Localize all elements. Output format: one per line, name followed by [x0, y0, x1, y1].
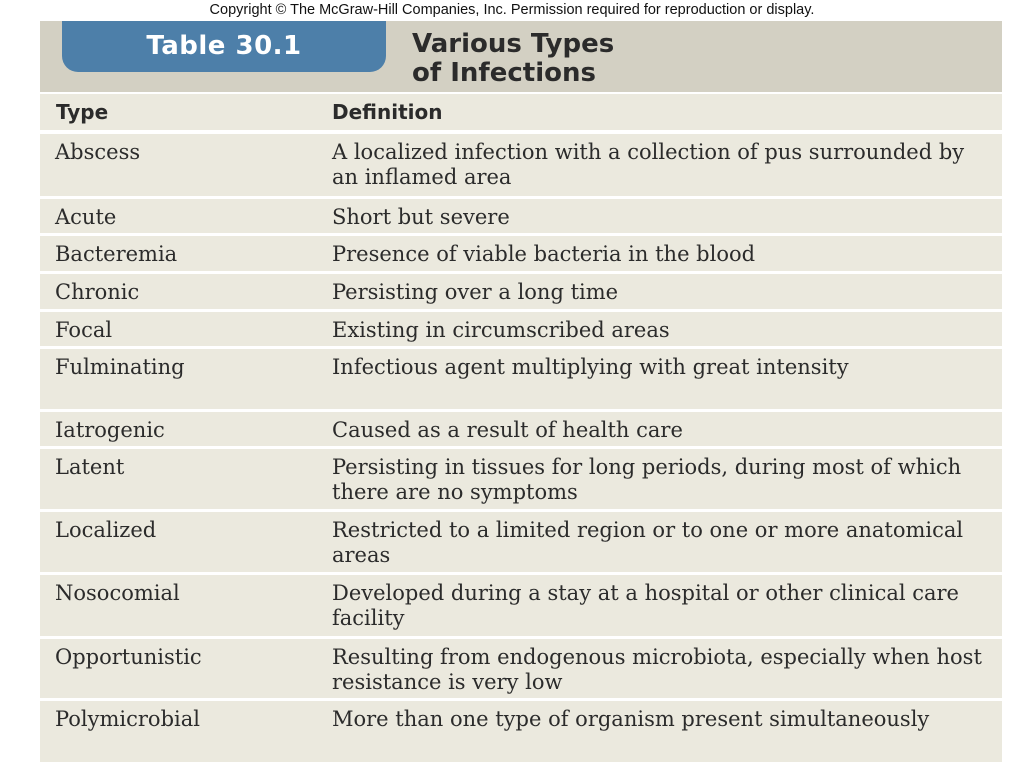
row-type: Acute: [55, 205, 117, 229]
table-row: [40, 449, 1002, 512]
table-row: [40, 199, 1002, 236]
row-type: Latent: [55, 455, 125, 479]
column-header-type: Type: [56, 100, 109, 124]
table-title-line-1: Various Types: [412, 29, 615, 59]
table-row: [40, 349, 1002, 412]
row-definition: Persisting over a long time: [332, 280, 619, 304]
table-row: [40, 236, 1002, 274]
row-definition: Persisting in tissues for long periods, during most of which there are no symptoms: [332, 455, 962, 504]
table-row: [40, 134, 1002, 199]
table-row: [40, 701, 1002, 765]
table-row: [40, 312, 1002, 349]
table-title: [412, 30, 832, 88]
row-definition: Existing in circumscribed areas: [332, 318, 670, 342]
row-type: Abscess: [55, 140, 141, 164]
table-row: [40, 412, 1002, 449]
row-definition: More than one type of organism present simultaneously: [332, 707, 930, 731]
table-row: [40, 274, 1002, 312]
row-type: Nosocomial: [55, 581, 180, 605]
table-title-line-2: of Infections: [412, 58, 596, 88]
row-type: Opportunistic: [55, 645, 202, 669]
table-row: [40, 512, 1002, 575]
row-type: Bacteremia: [55, 242, 178, 266]
row-definition: Caused as a result of health care: [332, 418, 683, 442]
row-definition: Resulting from endogenous microbiota, especially when host resistance is very low: [332, 645, 982, 694]
infection-types-table: [40, 21, 1002, 766]
row-type: Fulminating: [55, 355, 185, 379]
row-definition: Infectious agent multiplying with great intensity: [332, 355, 849, 379]
table-header-row: [40, 94, 1002, 134]
row-type: Localized: [55, 518, 157, 542]
row-definition: A localized infection with a collection of pus surrounded by an inflamed area: [332, 140, 965, 189]
copyright-notice: Copyright © The McGraw-Hill Companies, Inc. Permission required for reproduction or display.: [209, 2, 815, 18]
table-row: [40, 575, 1002, 639]
row-definition: Short but severe: [332, 205, 510, 229]
row-definition: Presence of viable bacteria in the blood: [332, 242, 756, 266]
table-title-band: [40, 21, 1002, 94]
row-definition: Restricted to a limited region or to one or more anatomical areas: [332, 518, 964, 567]
row-type: Chronic: [55, 280, 140, 304]
row-type: Iatrogenic: [55, 418, 165, 442]
table-number-label: Table 30.1: [62, 21, 386, 72]
column-header-definition: Definition: [332, 100, 443, 124]
table-row: [40, 639, 1002, 701]
row-type: Focal: [55, 318, 113, 342]
table-body: [40, 134, 1002, 765]
row-type: Polymicrobial: [55, 707, 200, 731]
row-definition: Developed during a stay at a hospital or other clinical care facility: [332, 581, 959, 630]
